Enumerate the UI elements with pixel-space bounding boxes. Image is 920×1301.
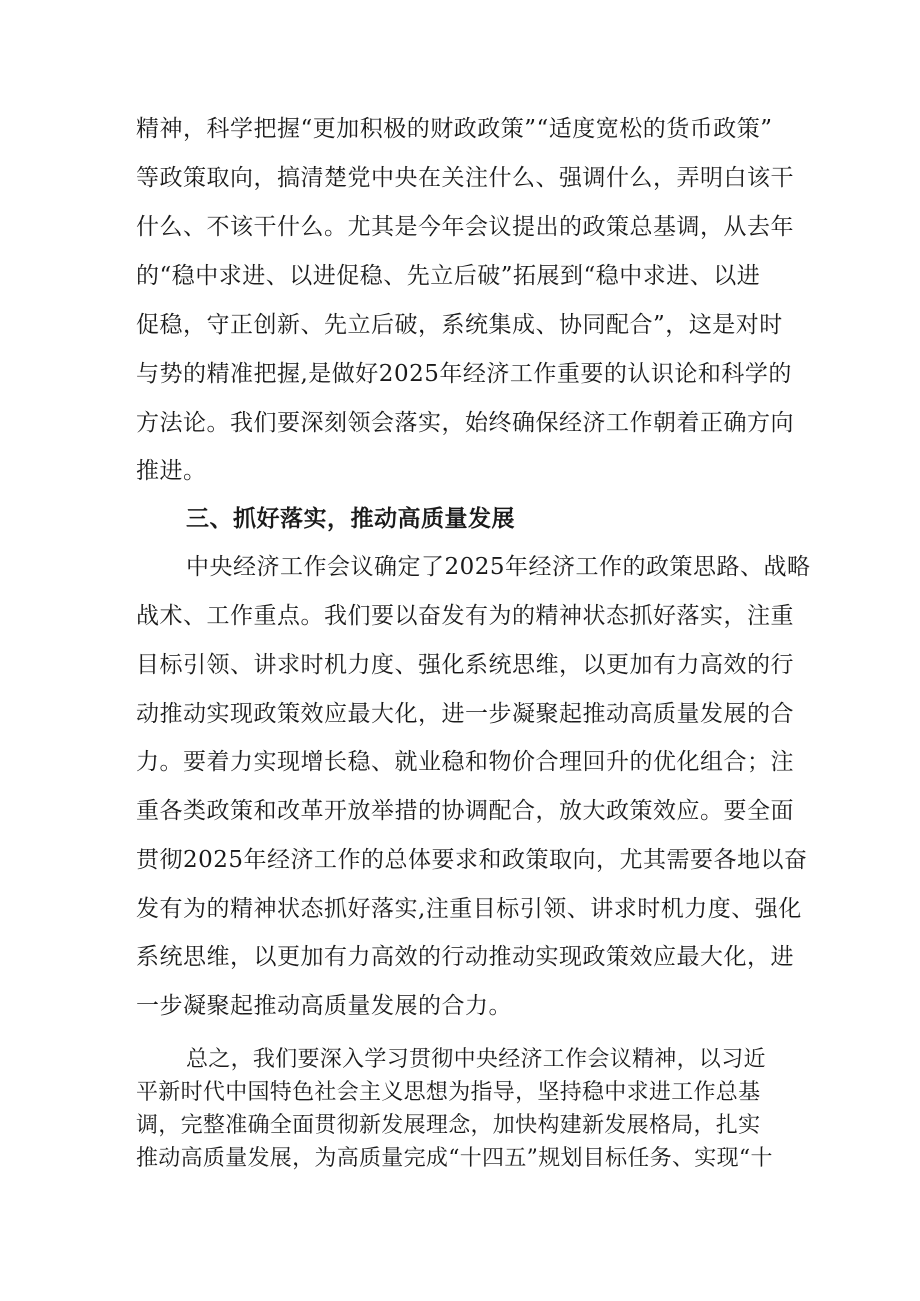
paragraph-line: 等政策取向，搞清楚党中央在关注什么、强调什么，弄明白该干 <box>136 165 794 191</box>
paragraph-line: 与势的精准把握,是做好2025年经济工作重要的认识论和科学的 <box>136 361 792 387</box>
paragraph-line: 中央经济工作会议确定了2025年经济工作的政策思路、战略 <box>186 554 811 580</box>
paragraph-line: 精神，科学把握“更加积极的财政政策”“适度宽松的货币政策” <box>136 116 773 142</box>
paragraph-line: 目标引领、讲求时机力度、强化系统思维，以更加有力高效的行 <box>136 652 794 678</box>
paragraph-line: 发有为的精神状态抓好落实,注重目标引领、讲求时机力度、强化 <box>136 896 802 922</box>
paragraph-line: 的“稳中求进、以进促稳、先立后破”拓展到“稳中求进、以进 <box>136 263 761 289</box>
paragraph-line: 平新时代中国特色社会主义思想为指导，坚持稳中求进工作总基 <box>136 1080 761 1105</box>
paragraph-line: 力。要着力实现增长稳、就业稳和物价合理回升的优化组合；注 <box>136 749 794 775</box>
section-heading: 三、抓好落实，推动高质量发展 <box>186 506 515 532</box>
paragraph-line: 方法论。我们要深刻领会落实，始终确保经济工作朝着正确方向 <box>136 410 794 436</box>
paragraph-line: 动推动实现政策效应最大化，进一步凝聚起推动高质量发展的合 <box>136 701 794 727</box>
paragraph-line: 战术、工作重点。我们要以奋发有为的精神状态抓好落实，注重 <box>136 603 794 629</box>
paragraph-line: 促稳，守正创新、先立后破，系统集成、协同配合”，这是对时 <box>136 312 783 338</box>
paragraph-line: 重各类政策和改革开放举措的协调配合，放大政策效应。要全面 <box>136 798 794 824</box>
paragraph-line: 一步凝聚起推动高质量发展的合力。 <box>136 993 512 1019</box>
paragraph-line: 推进。 <box>136 458 207 484</box>
paragraph-line: 总之，我们要深入学习贯彻中央经济工作会议精神，以习近 <box>186 1047 766 1072</box>
paragraph-line: 调，完整准确全面贯彻新发展理念，加快构建新发展格局，扎实 <box>136 1113 761 1138</box>
paragraph-line: 系统思维，以更加有力高效的行动推动实现政策效应最大化，进 <box>136 944 794 970</box>
paragraph-line: 什么、不该干什么。尤其是今年会议提出的政策总基调，从去年 <box>136 214 794 240</box>
paragraph-line: 推动高质量发展，为高质量完成“十四五”规划目标任务、实现“十 <box>136 1146 773 1171</box>
paragraph-line: 贯彻2025年经济工作的总体要求和政策取向，尤其需要各地以奋 <box>136 847 808 873</box>
